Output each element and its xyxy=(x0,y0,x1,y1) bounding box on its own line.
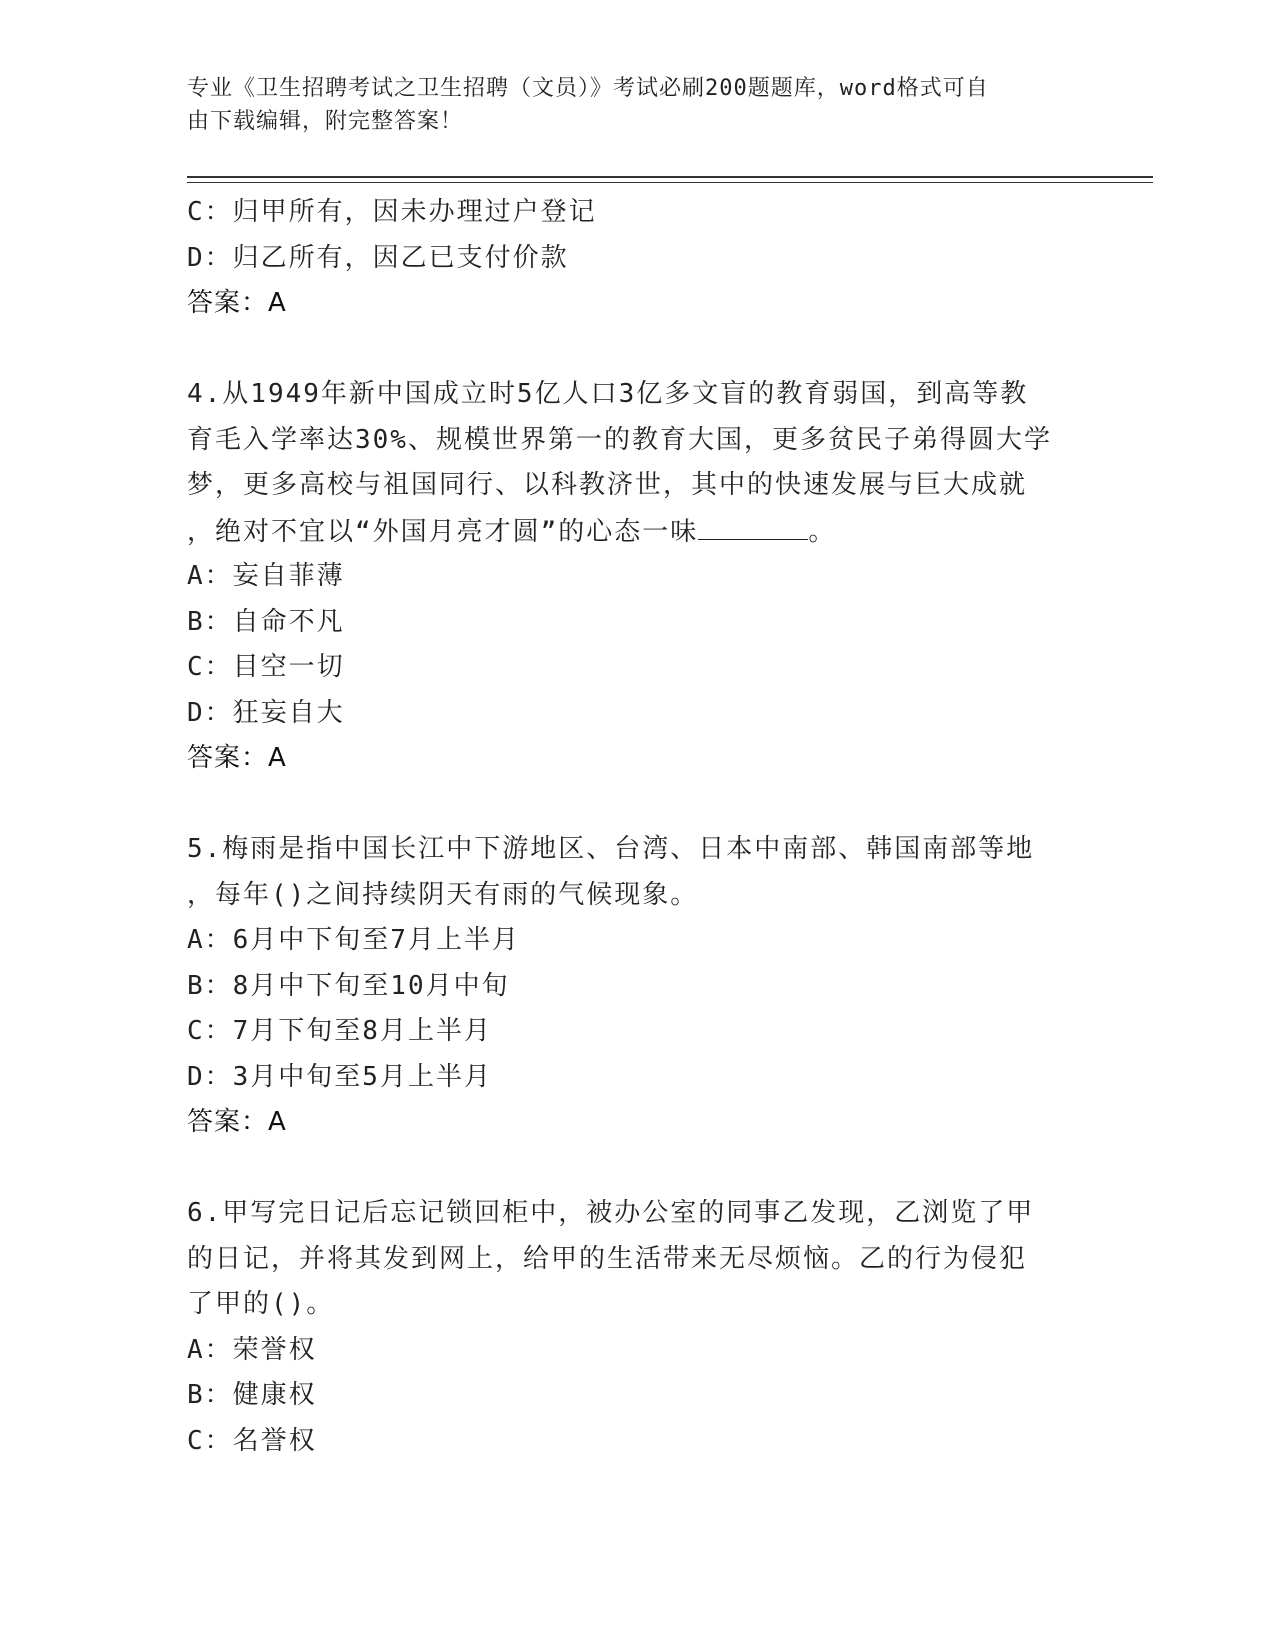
question-4 xyxy=(187,372,1087,782)
document-header xyxy=(187,72,1087,138)
q5-stem-line-1: 5.梅雨是指中国长江中下游地区、台湾、日本中南部、韩国南部等地 xyxy=(187,834,1035,864)
q6-option-b: B：健康权 xyxy=(187,1380,317,1410)
header-title-line-2: 由下载编辑，附完整答案！ xyxy=(187,109,464,134)
spacer xyxy=(187,782,1087,828)
q4-stem-line-2: 育毛入学率达30%、规模世界第一的教育大国，更多贫民子弟得圆大学 xyxy=(187,424,1052,455)
q4-stem-line-4-text: ，绝对不宜以“外国月亮才圆”的心态一味 xyxy=(187,516,699,547)
q6-stem-line-1: 6.甲写完日记后忘记锁回柜中，被办公室的同事乙发现，乙浏览了甲 xyxy=(187,1198,1035,1228)
q5-option-a: A：6月中下旬至7月上半月 xyxy=(187,925,520,955)
q3-option-d: D：归乙所有，因乙已支付价款 xyxy=(187,242,569,273)
header-divider-thin xyxy=(187,182,1153,183)
q4-stem-line-4-end: 。 xyxy=(808,516,837,547)
q4-option-b: B：自命不凡 xyxy=(187,606,345,637)
header-divider-thick xyxy=(187,176,1153,178)
q5-stem-line-2: ，每年()之间持续阴天有雨的气候现象。 xyxy=(187,879,699,910)
q4-option-a: A：妄自菲薄 xyxy=(187,561,345,591)
question-6 xyxy=(187,1191,1087,1464)
question-5 xyxy=(187,827,1087,1146)
q6-stem-line-3: 了甲的()。 xyxy=(187,1289,335,1319)
q6-option-c: C：名誉权 xyxy=(187,1425,317,1456)
q6-stem-line-2: 的日记，并将其发到网上，给甲的生活带来无尽烦恼。乙的行为侵犯 xyxy=(187,1243,1028,1274)
q4-option-c: C：目空一切 xyxy=(187,652,345,682)
q3-option-c: C：归甲所有，因未办理过户登记 xyxy=(187,197,597,227)
q4-option-d: D：狂妄自大 xyxy=(187,697,345,728)
fill-in-blank xyxy=(698,509,808,540)
q3-answer: 答案：A xyxy=(187,288,287,318)
q6-option-a: A：荣誉权 xyxy=(187,1334,317,1365)
q4-stem-line-1: 4.从1949年新中国成立时5亿人口3亿多文盲的教育弱国，到高等教 xyxy=(187,379,1029,409)
q5-option-c: C：7月下旬至8月上半月 xyxy=(187,1016,492,1046)
q4-answer: 答案：A xyxy=(187,743,287,773)
document-body xyxy=(187,190,1087,1464)
q4-stem-line-4 xyxy=(187,509,1087,555)
q5-option-d: D：3月中旬至5月上半月 xyxy=(187,1061,492,1092)
spacer xyxy=(187,1146,1087,1192)
q5-answer: 答案：A xyxy=(187,1107,287,1137)
question-3-tail xyxy=(187,190,1087,327)
header-title-line-1: 专业《卫生招聘考试之卫生招聘（文员）》考试必刷200题题库，word格式可自 xyxy=(187,76,989,101)
q4-stem-line-3: 梦，更多高校与祖国同行、以科教济世，其中的快速发展与巨大成就 xyxy=(187,470,1028,500)
q5-option-b: B：8月中下旬至10月中旬 xyxy=(187,970,510,1001)
spacer xyxy=(187,327,1087,373)
